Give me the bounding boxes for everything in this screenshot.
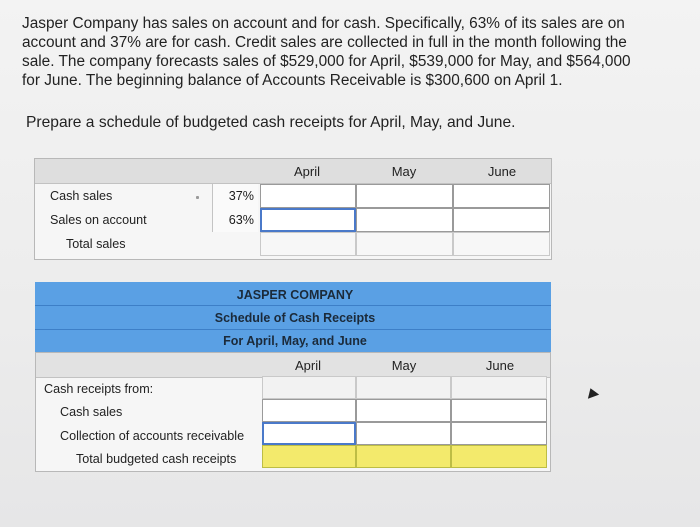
sales-row-cash-label: Cash sales [50, 189, 113, 203]
schedule-period: For April, May, and June [223, 334, 367, 348]
sales-col-june: June [487, 164, 517, 179]
collection-june-input[interactable] [451, 422, 547, 445]
schedule-col-may: May [391, 358, 417, 373]
total-receipts-may-input[interactable] [356, 445, 451, 468]
cash-receipts-may-input[interactable] [356, 399, 451, 422]
dot-marker-icon [196, 196, 199, 199]
problem-statement [22, 14, 672, 90]
schedule-col-april: April [294, 358, 321, 373]
sales-row-total-label: Total sales [66, 237, 126, 251]
cash-sales-june-input[interactable] [453, 184, 550, 208]
total-receipts-june-input[interactable] [451, 445, 547, 468]
sales-col-april: April [293, 164, 320, 179]
schedule-company: JASPER COMPANY [236, 288, 354, 302]
cash-receipts-april-input[interactable] [262, 399, 356, 422]
total-sales-april-input[interactable] [260, 232, 356, 256]
sales-row-account-label: Sales on account [50, 213, 147, 227]
sales-col-may: May [391, 164, 417, 179]
cash-receipts-june-input[interactable] [451, 399, 547, 422]
problem-line-2: account and 37% are for cash. Credit sales are collected in full in the month following the [22, 34, 627, 51]
receipts-from-june [451, 376, 547, 399]
schedule-cash-sales-label: Cash sales [60, 405, 123, 419]
mouse-cursor-icon [585, 386, 599, 399]
collection-april-input[interactable] [262, 422, 356, 445]
cash-pct: 37% [212, 184, 258, 208]
problem-line-3: sale. The company forecasts sales of $529,000 for April, $539,000 for May, and $564,000 [22, 53, 631, 70]
schedule-title: Schedule of Cash Receipts [214, 311, 376, 325]
total-receipts-label: Total budgeted cash receipts [76, 452, 237, 466]
account-sales-may-input[interactable] [356, 208, 453, 232]
problem-line-4: for June. The beginning balance of Accounts Receivable is $300,600 on April 1. [22, 72, 563, 89]
receipts-from-may [356, 376, 451, 399]
problem-line-1: Jasper Company has sales on account and for cash. Specifically, 63% of its sales are on [22, 15, 625, 32]
receipts-from-april [262, 376, 356, 399]
task-instruction: Prepare a schedule of budgeted cash receipts for April, May, and June. [26, 114, 516, 131]
band-divider [35, 305, 551, 306]
account-sales-april-input[interactable] [260, 208, 356, 232]
account-pct: 63% [212, 208, 258, 232]
schedule-col-june: June [485, 358, 515, 373]
band-divider [35, 329, 551, 330]
receipts-from-label: Cash receipts from: [44, 382, 154, 396]
collection-ar-label: Collection of accounts receivable [60, 429, 245, 443]
total-receipts-april-input[interactable] [262, 445, 356, 468]
cash-sales-may-input[interactable] [356, 184, 453, 208]
account-sales-june-input[interactable] [453, 208, 550, 232]
total-sales-june-input[interactable] [453, 232, 550, 256]
total-sales-may-input[interactable] [356, 232, 453, 256]
collection-may-input[interactable] [356, 422, 451, 445]
cash-sales-april-input[interactable] [260, 184, 356, 208]
